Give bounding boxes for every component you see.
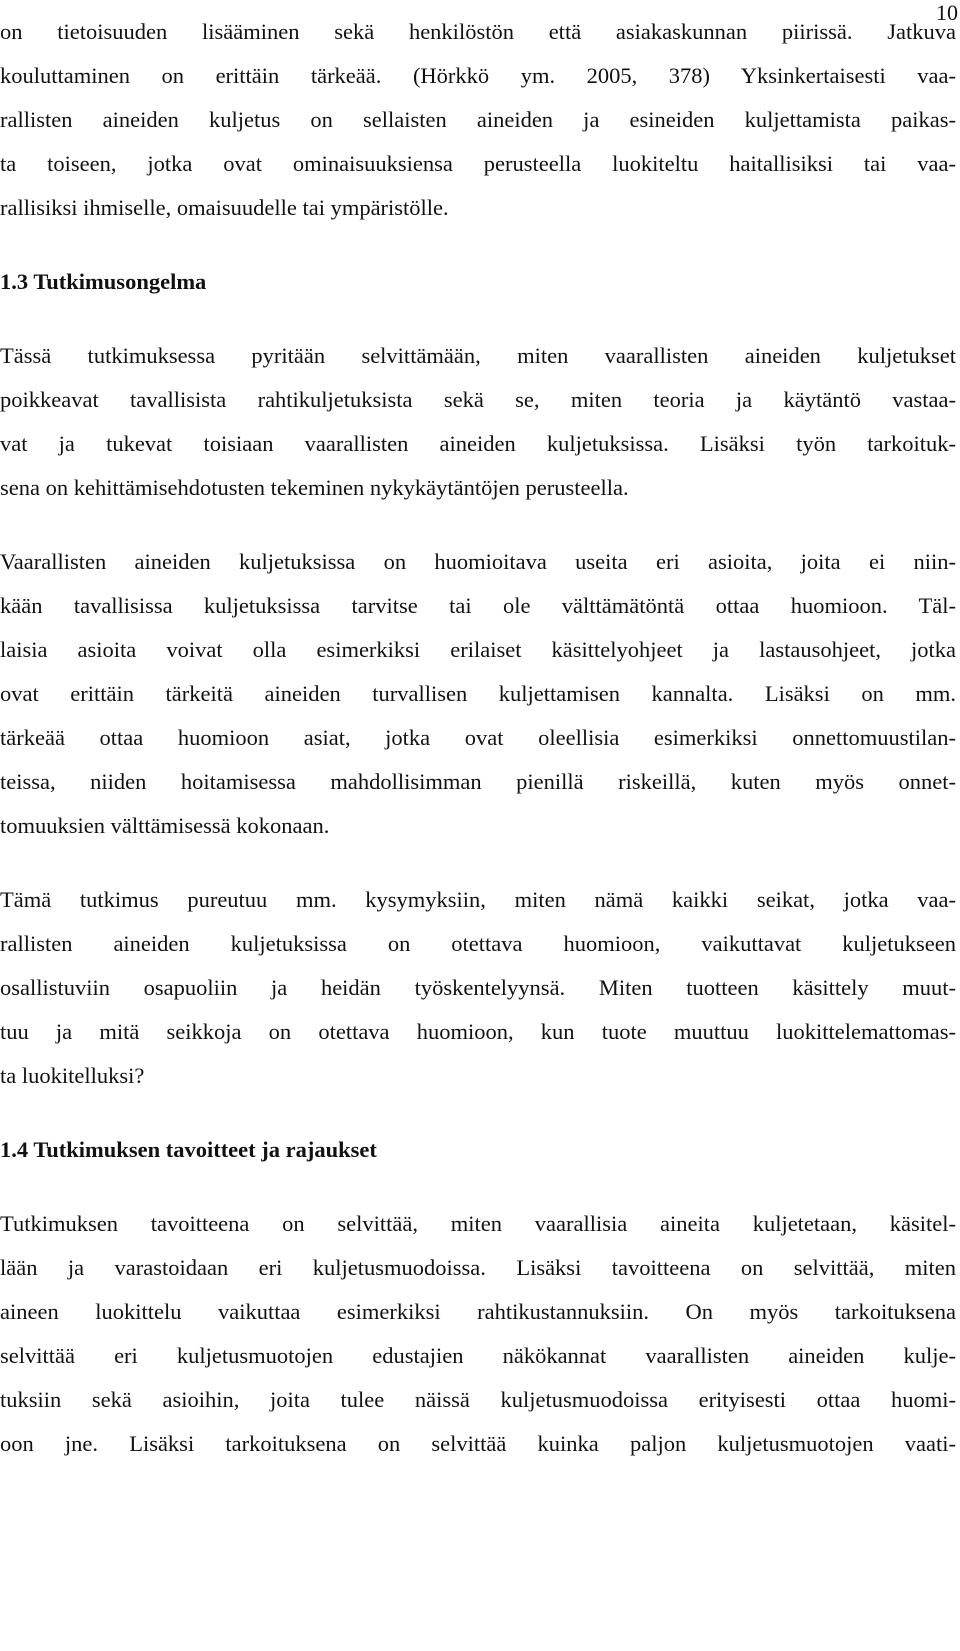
text-line: osallistuviin osapuoliin ja heidän työskentelyynsä. Miten tuotteen käsittely muut- — [0, 975, 956, 1000]
text-line: teissa, niiden hoitamisessa mahdollisimman pienillä riskeillä, kuten myös onnet- — [0, 769, 956, 794]
text-line: Vaarallisten aineiden kuljetuksissa on huomioitava useita eri asioita, joita ei niin- — [0, 549, 956, 574]
text-line: on tietoisuuden lisääminen sekä henkilöstön että asiakaskunnan piirissä. Jatkuva — [0, 19, 956, 44]
text-line: tuu ja mitä seikkoja on otettava huomioon, kun tuote muuttuu luokittelemattomas- — [0, 1019, 956, 1044]
text-line: selvittää eri kuljetusmuotojen edustajien näkökannat vaarallisten aineiden kulje- — [0, 1343, 956, 1368]
text-line: ta luokitelluksi? — [0, 1063, 145, 1088]
text-line: tärkeää ottaa huomioon asiat, jotka ovat oleellisia esimerkiksi onnettomuustilan- — [0, 725, 956, 750]
text-line: poikkeavat tavallisista rahtikuljetuksista sekä se, miten teoria ja käytäntö vastaa- — [0, 387, 956, 412]
text-line: Tutkimuksen tavoitteena on selvittää, miten vaarallisia aineita kuljetetaan, käsitel- — [0, 1211, 956, 1236]
text-line: ovat erittäin tärkeitä aineiden turvallisen kuljettamisen kannalta. Lisäksi on mm. — [0, 681, 956, 706]
text-line: tuksiin sekä asioihin, joita tulee näissä kuljetusmuodoissa erityisesti ottaa huomi- — [0, 1387, 956, 1412]
text-line: lään ja varastoidaan eri kuljetusmuodoissa. Lisäksi tavoitteena on selvittää, miten — [0, 1255, 956, 1280]
text-line: tomuuksien välttämisessä kokonaan. — [0, 813, 330, 838]
text-line: Tässä tutkimuksessa pyritään selvittämään, miten vaarallisten aineiden kuljetukset — [0, 343, 956, 368]
text-line: rallisten aineiden kuljetuksissa on otettava huomioon, vaikuttavat kuljetukseen — [0, 931, 956, 956]
text-line: rallisiksi ihmiselle, omaisuudelle tai ympäristölle. — [0, 195, 449, 220]
text-line: vat ja tukevat toisiaan vaarallisten aineiden kuljetuksissa. Lisäksi työn tarkoituk- — [0, 431, 956, 456]
text-line: Tämä tutkimus pureutuu mm. kysymyksiin, miten nämä kaikki seikat, jotka vaa- — [0, 887, 956, 912]
text-line: kouluttaminen on erittäin tärkeää. (Hörkkö ym. 2005, 378) Yksinkertaisesti vaa- — [0, 63, 956, 88]
text-line: oon jne. Lisäksi tarkoituksena on selvittää kuinka paljon kuljetusmuotojen vaati- — [0, 1431, 956, 1456]
section-heading-1-4: 1.4 Tutkimuksen tavoitteet ja rajaukset — [0, 1137, 377, 1162]
text-line: rallisten aineiden kuljetus on sellaisten aineiden ja esineiden kuljettamista paikas- — [0, 107, 956, 132]
text-line: laisia asioita voivat olla esimerkiksi erilaiset käsittelyohjeet ja lastausohjeet, jotka — [0, 637, 956, 662]
text-line: kään tavallisissa kuljetuksissa tarvitse tai ole välttämätöntä ottaa huomioon. Täl- — [0, 593, 956, 618]
text-line: aineen luokittelu vaikuttaa esimerkiksi rahtikustannuksiin. On myös tarkoituksena — [0, 1299, 956, 1324]
text-line: sena on kehittämisehdotusten tekeminen nykykäytäntöjen perusteella. — [0, 475, 629, 500]
page-number: 10 — [936, 0, 958, 25]
text-line: ta toiseen, jotka ovat ominaisuuksiensa perusteella luokiteltu haitallisiksi tai vaa- — [0, 151, 956, 176]
section-heading-1-3: 1.3 Tutkimusongelma — [0, 269, 207, 294]
